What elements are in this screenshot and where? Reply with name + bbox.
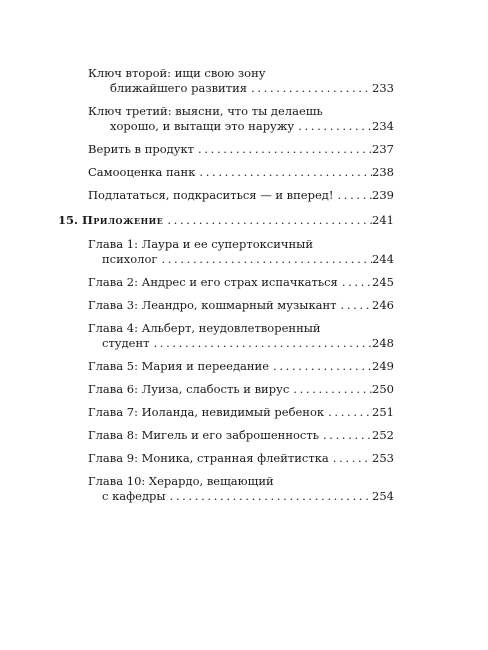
toc-page-number: 244 bbox=[372, 252, 394, 266]
toc-page-number: 246 bbox=[372, 298, 394, 312]
toc-page-number: 248 bbox=[372, 336, 394, 350]
toc-chapter-entry bbox=[88, 298, 394, 313]
toc-chapter-entry bbox=[88, 275, 394, 290]
dot-leader bbox=[289, 382, 372, 397]
dot-leader bbox=[329, 451, 372, 466]
toc-entry-title-line: психолог bbox=[102, 252, 158, 266]
dot-leader bbox=[319, 428, 372, 443]
dot-leader bbox=[294, 119, 372, 134]
toc-page-number: 238 bbox=[372, 165, 394, 179]
dot-leader bbox=[334, 188, 373, 203]
toc-entry-title-line: Верить в продукт bbox=[88, 142, 195, 156]
toc-entry-title-line: Самооценка панк bbox=[88, 165, 196, 179]
dot-leader bbox=[194, 142, 372, 157]
toc-page-number: 245 bbox=[372, 275, 394, 289]
dot-leader bbox=[269, 359, 372, 374]
toc-chapter-entry bbox=[88, 237, 394, 267]
toc-entry-title-line: Глава 1: Лаура и ее супертоксичный bbox=[88, 237, 313, 251]
toc-entry-title-line: Глава 8: Мигель и его заброшенность bbox=[88, 428, 319, 442]
dot-leader bbox=[149, 336, 372, 351]
toc-chapter-entry bbox=[88, 321, 394, 351]
toc-page-number: 254 bbox=[372, 489, 394, 503]
toc-page-number: 251 bbox=[372, 405, 394, 419]
toc-page-number: 239 bbox=[372, 188, 394, 202]
toc-entry-title-line: Ключ третий: выясни, что ты делаешь bbox=[88, 104, 323, 118]
toc-page-number: 252 bbox=[372, 428, 394, 442]
toc-entry-title-line: Глава 2: Андрес и его страх испачкаться bbox=[88, 275, 338, 289]
toc-chapter-entry bbox=[88, 451, 394, 466]
toc-entry-title-line: Ключ второй: ищи свою зону bbox=[88, 66, 266, 80]
section-number: 15. bbox=[58, 213, 79, 227]
toc-entry bbox=[88, 142, 394, 157]
dot-leader bbox=[163, 213, 372, 228]
toc-page-number: 233 bbox=[372, 81, 394, 95]
dot-leader bbox=[338, 275, 372, 290]
toc-entry-title-line: Глава 9: Моника, странная флейтистка bbox=[88, 451, 329, 465]
toc-chapter-entry bbox=[88, 382, 394, 397]
dot-leader bbox=[337, 298, 373, 313]
toc-entry-title-line: с кафедры bbox=[102, 489, 166, 503]
toc-page-number: 234 bbox=[372, 119, 394, 133]
toc-page-number: 241 bbox=[372, 213, 394, 227]
toc-entry bbox=[88, 188, 394, 203]
toc-entry-title-line: ближайшего развития bbox=[110, 81, 248, 95]
toc-page-number: 249 bbox=[372, 359, 394, 373]
toc-page-number: 253 bbox=[372, 451, 394, 465]
toc-entry-title-line: Глава 10: Херардо, вещающий bbox=[88, 474, 274, 488]
dot-leader bbox=[195, 165, 372, 180]
toc-entry-title-line: Глава 4: Альберт, неудовлетворенный bbox=[88, 321, 321, 335]
toc-entry-title-line: Глава 6: Луиза, слабость и вирус bbox=[88, 382, 290, 396]
toc-entry-title-line: Глава 3: Леандро, кошмарный музыкант bbox=[88, 298, 337, 312]
toc-entry-title-line: Глава 5: Мария и переедание bbox=[88, 359, 270, 373]
toc-chapter-entry bbox=[88, 359, 394, 374]
table-of-contents bbox=[58, 66, 394, 512]
toc-entry bbox=[88, 165, 394, 180]
dot-leader bbox=[157, 252, 372, 267]
dot-leader bbox=[247, 81, 372, 96]
section-title: Приложение bbox=[82, 213, 164, 227]
toc-page-number: 250 bbox=[372, 382, 394, 396]
toc-entry bbox=[88, 66, 394, 96]
toc-chapter-entry bbox=[88, 474, 394, 504]
toc-section-heading bbox=[58, 213, 394, 228]
toc-entry-title-line: студент bbox=[102, 336, 150, 350]
toc-page-number: 237 bbox=[372, 142, 394, 156]
dot-leader bbox=[324, 405, 372, 420]
toc-entry-title-line: хорошо, и вытащи это наружу bbox=[110, 119, 295, 133]
dot-leader bbox=[166, 489, 373, 504]
toc-entry bbox=[88, 104, 394, 134]
toc-entry-title-line: Подлататься, подкраситься — и вперед! bbox=[88, 188, 334, 202]
toc-chapter-entry bbox=[88, 405, 394, 420]
toc-entry-title-line: Глава 7: Иоланда, невидимый ребенок bbox=[88, 405, 325, 419]
toc-chapter-entry bbox=[88, 428, 394, 443]
